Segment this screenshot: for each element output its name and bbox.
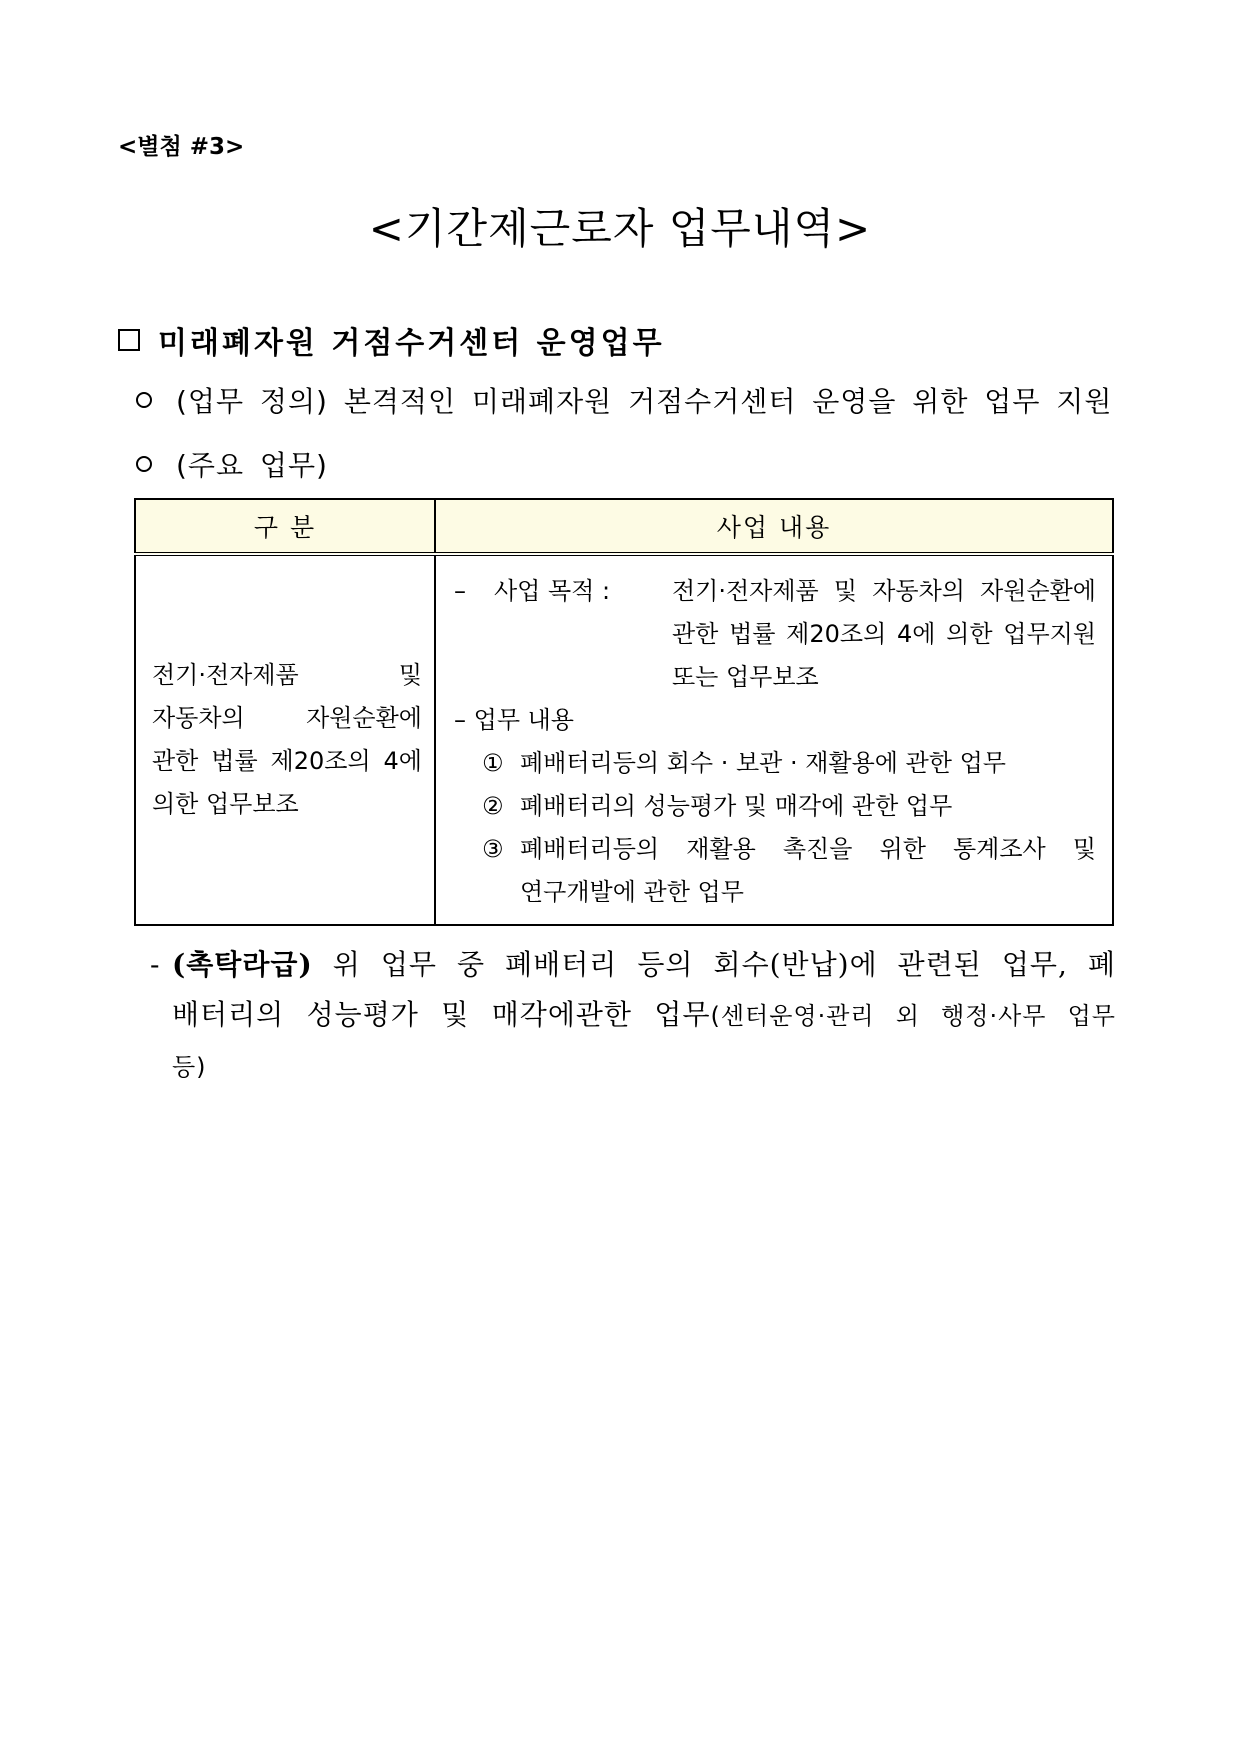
circle-bullet-icon bbox=[136, 456, 152, 472]
attachment-label: <별첨 #3> bbox=[118, 134, 245, 160]
square-bullet-icon bbox=[118, 329, 140, 351]
task-number: ① bbox=[482, 749, 504, 777]
note-text: 위 업무 중 폐배터리 등의 회수(반납)에 관련된 업무, 폐배터리의 성능평가 및 매각에관한 업무 bbox=[172, 948, 1116, 1031]
note-label: (촉탁라급) bbox=[172, 948, 313, 981]
category-cell: 전기·전자제품 및 자동차의 자원순환에 관한 법률 제20조의 4에 의한 업무보조 bbox=[135, 554, 435, 925]
header-category: 구 분 bbox=[135, 499, 435, 554]
content-cell bbox=[435, 554, 1113, 925]
purpose-dash: – bbox=[454, 577, 466, 605]
purpose-row bbox=[454, 570, 1096, 699]
task-item bbox=[454, 742, 1096, 785]
task-item bbox=[454, 828, 1096, 914]
task-text: 폐배터리등의 재활용 촉진을 위한 통계조사 및 연구개발에 관한 업무 bbox=[520, 835, 1096, 906]
purpose-text: 전기·전자제품 및 자동차의 자원순환에 관한 법률 제20조의 4에 의한 업무지원 또는 업무보조 bbox=[672, 577, 1096, 691]
section-heading bbox=[118, 318, 665, 362]
task-text: 폐배터리등의 회수 · 보관 · 재활용에 관한 업무 bbox=[520, 749, 1006, 777]
document-title: <기간제근로자 업무내역> bbox=[368, 204, 872, 253]
bullet-text: (주요 업무) bbox=[176, 449, 328, 482]
task-number: ② bbox=[482, 792, 504, 820]
section-heading-text: 미래폐자원 거점수거센터 운영업무 bbox=[158, 326, 665, 361]
purpose-label: 사업 목적 : bbox=[494, 577, 611, 605]
note-paragraph bbox=[150, 940, 1116, 1092]
header-content: 사업 내용 bbox=[435, 499, 1113, 554]
circle-bullet-icon bbox=[136, 392, 152, 408]
table-row bbox=[135, 554, 1113, 925]
task-text: 폐배터리의 성능평가 및 매각에 관한 업무 bbox=[520, 792, 953, 820]
bullet-text: (업무 정의) 본격적인 미래폐자원 거점수거센터 운영을 위한 업무 지원 bbox=[176, 385, 1113, 418]
table-header-row bbox=[135, 499, 1113, 554]
note-body bbox=[172, 940, 1116, 1092]
task-number: ③ bbox=[482, 835, 504, 863]
bullet-item bbox=[136, 380, 1112, 420]
note-small-text: (센터운영·관리 외 행정·사무 업무등) bbox=[172, 1002, 1116, 1081]
tasks-label: – 업무 내용 bbox=[454, 706, 574, 734]
bullet-item bbox=[136, 444, 328, 484]
note-dash: - bbox=[150, 948, 160, 981]
task-item bbox=[454, 785, 1096, 828]
duties-table bbox=[134, 498, 1114, 926]
